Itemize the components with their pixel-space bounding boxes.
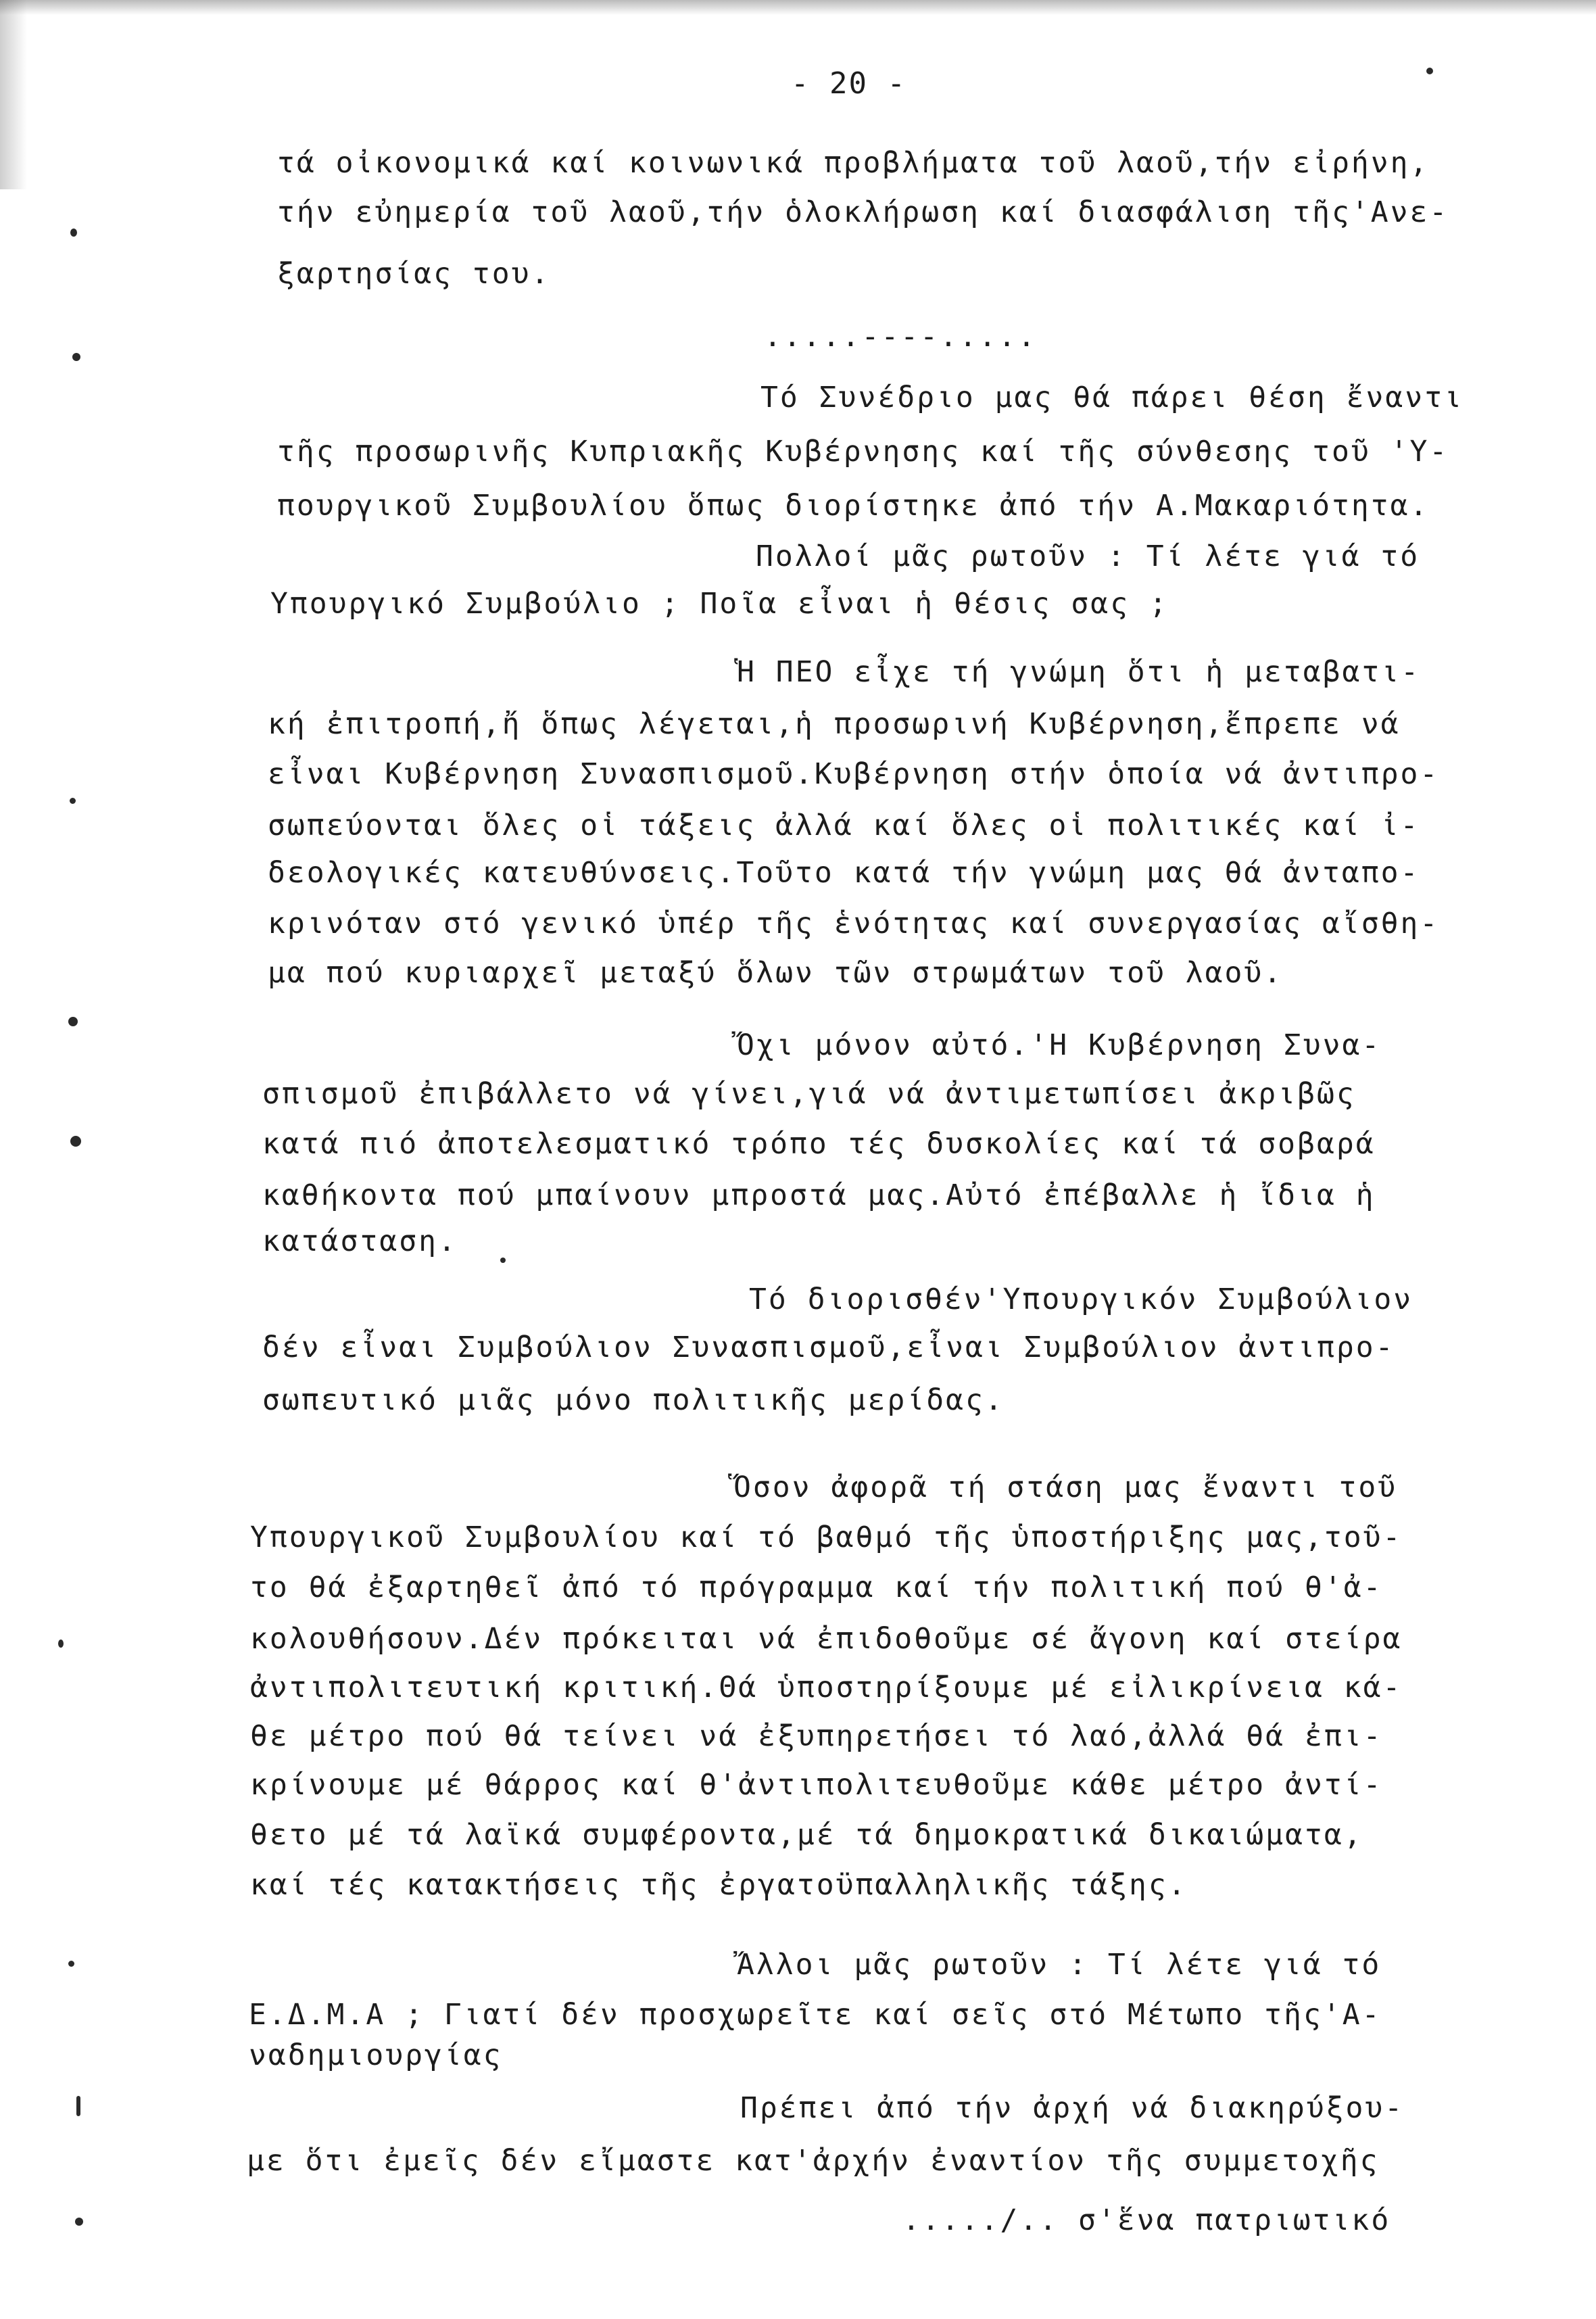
- scan-speck: [75, 2218, 83, 2226]
- scan-speck: [68, 1017, 78, 1026]
- text-line: θετο μέ τά λαϊκά συμφέροντα,μέ τά δημοκρατικά δικαιώματα,: [250, 1818, 1363, 1852]
- text-line: κατά πιό ἀποτελεσματικό τρόπο τές δυσκολίες καί τά σοβαρά: [262, 1127, 1376, 1161]
- text-line: θε μέτρο πού θά τείνει νά ἐξυπηρετήσει τό λαό,ἀλλά θά ἐπι-: [250, 1719, 1383, 1753]
- text-line: Πρέπει ἀπό τήν ἀρχή νά διακηρύξου-: [740, 2091, 1405, 2125]
- text-line: πουργικοῦ Συμβουλίου ὅπως διορίστηκε ἀπό τήν Α.Μακαριότητα.: [277, 489, 1430, 523]
- text-line: Ὄχι μόνον αὐτό.'Η Κυβέρνηση Συνα-: [737, 1028, 1382, 1062]
- text-line: κολουθήσουν.Δέν πρόκειται νά ἐπιδοθοῦμε σέ ἄγονη καί στείρα: [250, 1622, 1403, 1656]
- section-divider: .....----.....: [764, 320, 1038, 354]
- scan-speck: [70, 1136, 81, 1147]
- text-line: Υπουργικοῦ Συμβουλίου καί τό βαθμό τῆς ὑποστήριξης μας,τοῦ-: [250, 1521, 1403, 1554]
- scan-speck: [70, 229, 77, 237]
- scan-speck: [500, 1258, 506, 1263]
- text-line: Ἡ ΠΕΟ εἶχε τή γνώμη ὅτι ἡ μεταβατι-: [737, 655, 1421, 689]
- scan-speck: [58, 1640, 64, 1648]
- text-line: μα πού κυριαρχεῖ μεταξύ ὅλων τῶν στρωμάτων τοῦ λαοῦ.: [268, 956, 1284, 990]
- text-line: σωπεύονται ὅλες οἱ τάξεις ἀλλά καί ὅλες οἱ πολιτικές καί ἰ-: [268, 809, 1420, 842]
- text-line: Τό διορισθέν'Υπουργικόν Συμβούλιον: [749, 1283, 1413, 1316]
- scan-speck: [68, 1961, 74, 1967]
- scan-speck: [72, 353, 80, 361]
- text-line: καθήκοντα πού μπαίνουν μπροστά μας.Αὐτό ἐπέβαλλε ἡ ἴδια ἡ: [262, 1178, 1376, 1212]
- page-number: - 20 -: [791, 66, 906, 101]
- text-line: καί τές κατακτήσεις τῆς ἐργατοϋπαλληλικῆς τάξης.: [250, 1868, 1188, 1902]
- text-line: το θά ἐξαρτηθεῖ ἀπό τό πρόγραμμα καί τήν πολιτική πού θ'ἀ-: [250, 1571, 1383, 1604]
- text-line: Πολλοί μᾶς ρωτοῦν : Τί λέτε γιά τό: [756, 540, 1420, 573]
- text-line: σπισμοῦ ἐπιβάλλετο νά γίνει,γιά νά ἀντιμετωπίσει ἀκριβῶς: [262, 1077, 1356, 1111]
- text-line: τήν εὐημερία τοῦ λαοῦ,τήν ὁλοκλήρωση καί διασφάλιση τῆς'Ανε-: [277, 195, 1449, 229]
- text-line: κή ἐπιτροπή,ἤ ὅπως λέγεται,ἡ προσωρινή Κυβέρνηση,ἔπρεπε νά: [268, 707, 1401, 741]
- text-line: σωπευτικό μιᾶς μόνο πολιτικῆς μερίδας.: [262, 1383, 1005, 1417]
- scan-top-edge: [0, 0, 1596, 15]
- text-line: Ἄλλοι μᾶς ρωτοῦν : Τί λέτε γιά τό: [737, 1948, 1382, 1982]
- text-line: Ὅσον ἀφορᾶ τή στάση μας ἔναντι τοῦ: [733, 1471, 1398, 1504]
- scan-left-edge: [0, 0, 27, 189]
- text-line: Ε.Δ.Μ.Α ; Γιατί δέν προσχωρεῖτε καί σεῖς στό Μέτωπο τῆς'Α-: [249, 1998, 1382, 2032]
- text-line: κρίνουμε μέ θάρρος καί θ'ἀντιπολιτευθοῦμε κάθε μέτρο ἀντί-: [250, 1768, 1383, 1802]
- text-line: δέν εἶναι Συμβούλιον Συνασπισμοῦ,εἶναι Συμβούλιον ἀντιπρο-: [262, 1331, 1395, 1364]
- text-line: εἶναι Κυβέρνηση Συνασπισμοῦ.Κυβέρνηση στήν ὁποία νά ἀντιπρο-: [268, 757, 1440, 791]
- text-line: τῆς προσωρινῆς Κυπριακῆς Κυβέρνησης καί τῆς σύνθεσης τοῦ 'Υ-: [277, 435, 1449, 469]
- scan-speck: [76, 2096, 80, 2116]
- scan-speck: [70, 798, 76, 804]
- text-line: με ὅτι ἐμεῖς δέν εἴμαστε κατ'ἀρχήν ἐναντίον τῆς συμμετοχῆς: [247, 2144, 1380, 2178]
- continuation-line: ...../.. σ'ἕνα πατριωτικό: [902, 2203, 1391, 2237]
- text-line: κρινόταν στό γενικό ὑπέρ τῆς ἑνότητας καί συνεργασίας αἴσθη-: [268, 907, 1440, 940]
- text-line: Υπουργικό Συμβούλιο ; Ποῖα εἶναι ἡ θέσις σας ;: [270, 587, 1169, 621]
- text-line: ξαρτησίας του.: [277, 257, 551, 291]
- text-line: δεολογικές κατευθύνσεις.Τοῦτο κατά τήν γνώμη μας θά ἀνταπο-: [268, 856, 1420, 890]
- text-line: τά οἰκονομικά καί κοινωνικά προβλήματα τοῦ λαοῦ,τήν εἰρήνη,: [277, 146, 1430, 180]
- text-line: ἀντιπολιτευτική κριτική.Θά ὑποστηρίξουμε μέ εἰλικρίνεια κά-: [250, 1671, 1403, 1704]
- scan-speck: [1426, 68, 1433, 74]
- text-line: ναδημιουργίας: [249, 2038, 503, 2072]
- text-line: κατάσταση.: [262, 1224, 458, 1258]
- text-line: Τό Συνέδριο μας θά πάρει θέση ἔναντι: [760, 381, 1464, 414]
